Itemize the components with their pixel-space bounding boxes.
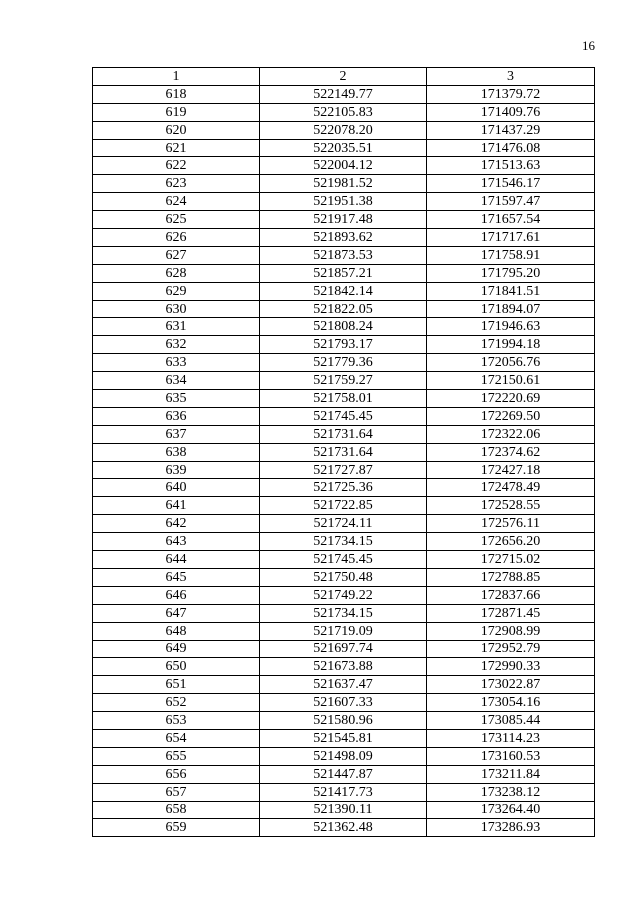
x-coordinate-cell: 521727.87: [260, 461, 427, 479]
point-number-cell: 622: [93, 157, 260, 175]
table-row: [93, 729, 595, 747]
y-coordinate-cell: 171379.72: [427, 85, 595, 103]
table-row: [93, 694, 595, 712]
x-coordinate-cell: 521951.38: [260, 193, 427, 211]
point-number-cell: 626: [93, 229, 260, 247]
point-number-cell: 652: [93, 694, 260, 712]
x-coordinate-cell: 521731.64: [260, 443, 427, 461]
x-coordinate-cell: 521725.36: [260, 479, 427, 497]
y-coordinate-cell: 172220.69: [427, 390, 595, 408]
x-coordinate-cell: 521637.47: [260, 676, 427, 694]
x-coordinate-cell: 521719.09: [260, 622, 427, 640]
point-number-cell: 618: [93, 85, 260, 103]
point-number-cell: 620: [93, 121, 260, 139]
table-row: [93, 246, 595, 264]
x-coordinate-cell: 521673.88: [260, 658, 427, 676]
table-row: [93, 479, 595, 497]
table-row: [93, 318, 595, 336]
y-coordinate-cell: 172269.50: [427, 407, 595, 425]
table-row: [93, 551, 595, 569]
y-coordinate-cell: 172427.18: [427, 461, 595, 479]
point-number-cell: 642: [93, 515, 260, 533]
x-coordinate-cell: 522004.12: [260, 157, 427, 175]
table-body: [93, 85, 595, 836]
y-coordinate-cell: 171946.63: [427, 318, 595, 336]
point-number-cell: 648: [93, 622, 260, 640]
x-coordinate-cell: 521580.96: [260, 712, 427, 730]
table-row: [93, 282, 595, 300]
y-coordinate-cell: 173286.93: [427, 819, 595, 837]
page-number: 16: [582, 38, 595, 53]
table-row: [93, 622, 595, 640]
y-coordinate-cell: 171841.51: [427, 282, 595, 300]
table-row: [93, 819, 595, 837]
x-coordinate-cell: 522078.20: [260, 121, 427, 139]
x-coordinate-cell: 521545.81: [260, 729, 427, 747]
point-number-cell: 636: [93, 407, 260, 425]
column-header-2: 2: [260, 68, 427, 86]
y-coordinate-cell: 171894.07: [427, 300, 595, 318]
table-row: [93, 354, 595, 372]
table-row: [93, 193, 595, 211]
point-number-cell: 634: [93, 372, 260, 390]
table-row: [93, 121, 595, 139]
y-coordinate-cell: 171717.61: [427, 229, 595, 247]
x-coordinate-cell: 521917.48: [260, 211, 427, 229]
y-coordinate-cell: 171597.47: [427, 193, 595, 211]
x-coordinate-cell: 521749.22: [260, 586, 427, 604]
column-header-3: 3: [427, 68, 595, 86]
x-coordinate-cell: 521447.87: [260, 765, 427, 783]
table-row: [93, 157, 595, 175]
y-coordinate-cell: 171546.17: [427, 175, 595, 193]
y-coordinate-cell: 172322.06: [427, 425, 595, 443]
x-coordinate-cell: 521873.53: [260, 246, 427, 264]
table-row: [93, 533, 595, 551]
point-number-cell: 632: [93, 336, 260, 354]
table-row: [93, 85, 595, 103]
point-number-cell: 647: [93, 604, 260, 622]
x-coordinate-cell: 521697.74: [260, 640, 427, 658]
x-coordinate-cell: 521745.45: [260, 551, 427, 569]
table-row: [93, 103, 595, 121]
table-row: [93, 515, 595, 533]
y-coordinate-cell: 172837.66: [427, 586, 595, 604]
y-coordinate-cell: 172374.62: [427, 443, 595, 461]
point-number-cell: 641: [93, 497, 260, 515]
table-row: [93, 712, 595, 730]
x-coordinate-cell: 521857.21: [260, 264, 427, 282]
point-number-cell: 638: [93, 443, 260, 461]
table-row: [93, 640, 595, 658]
point-number-cell: 644: [93, 551, 260, 569]
table-row: [93, 336, 595, 354]
point-number-cell: 649: [93, 640, 260, 658]
y-coordinate-cell: 173085.44: [427, 712, 595, 730]
point-number-cell: 624: [93, 193, 260, 211]
point-number-cell: 627: [93, 246, 260, 264]
point-number-cell: 651: [93, 676, 260, 694]
point-number-cell: 637: [93, 425, 260, 443]
point-number-cell: 646: [93, 586, 260, 604]
y-coordinate-cell: 172056.76: [427, 354, 595, 372]
y-coordinate-cell: 173238.12: [427, 783, 595, 801]
y-coordinate-cell: 172715.02: [427, 551, 595, 569]
y-coordinate-cell: 171476.08: [427, 139, 595, 157]
table-row: [93, 497, 595, 515]
x-coordinate-cell: 522105.83: [260, 103, 427, 121]
table-row: [93, 300, 595, 318]
y-coordinate-cell: 171409.76: [427, 103, 595, 121]
x-coordinate-cell: 521758.01: [260, 390, 427, 408]
table-row: [93, 425, 595, 443]
y-coordinate-cell: 172150.61: [427, 372, 595, 390]
y-coordinate-cell: 172528.55: [427, 497, 595, 515]
table-row: [93, 676, 595, 694]
x-coordinate-cell: 522149.77: [260, 85, 427, 103]
table-row: [93, 407, 595, 425]
y-coordinate-cell: 173054.16: [427, 694, 595, 712]
x-coordinate-cell: 521981.52: [260, 175, 427, 193]
table-row: [93, 765, 595, 783]
table-row: [93, 139, 595, 157]
y-coordinate-cell: 173160.53: [427, 747, 595, 765]
x-coordinate-cell: 521607.33: [260, 694, 427, 712]
point-number-cell: 625: [93, 211, 260, 229]
table-row: [93, 568, 595, 586]
x-coordinate-cell: 521724.11: [260, 515, 427, 533]
y-coordinate-cell: 172990.33: [427, 658, 595, 676]
y-coordinate-cell: 172952.79: [427, 640, 595, 658]
point-number-cell: 656: [93, 765, 260, 783]
point-number-cell: 619: [93, 103, 260, 121]
y-coordinate-cell: 171657.54: [427, 211, 595, 229]
point-number-cell: 621: [93, 139, 260, 157]
point-number-cell: 645: [93, 568, 260, 586]
y-coordinate-cell: 172788.85: [427, 568, 595, 586]
y-coordinate-cell: 173264.40: [427, 801, 595, 819]
y-coordinate-cell: 171758.91: [427, 246, 595, 264]
x-coordinate-cell: 521793.17: [260, 336, 427, 354]
coordinates-table: [92, 67, 595, 837]
table-row: [93, 264, 595, 282]
header-row: [93, 68, 595, 86]
point-number-cell: 633: [93, 354, 260, 372]
y-coordinate-cell: 171437.29: [427, 121, 595, 139]
x-coordinate-cell: 521731.64: [260, 425, 427, 443]
point-number-cell: 629: [93, 282, 260, 300]
point-number-cell: 639: [93, 461, 260, 479]
point-number-cell: 643: [93, 533, 260, 551]
x-coordinate-cell: 521362.48: [260, 819, 427, 837]
y-coordinate-cell: 173022.87: [427, 676, 595, 694]
y-coordinate-cell: 171513.63: [427, 157, 595, 175]
table-row: [93, 211, 595, 229]
point-number-cell: 640: [93, 479, 260, 497]
x-coordinate-cell: 521734.15: [260, 533, 427, 551]
y-coordinate-cell: 173114.23: [427, 729, 595, 747]
point-number-cell: 658: [93, 801, 260, 819]
point-number-cell: 654: [93, 729, 260, 747]
point-number-cell: 657: [93, 783, 260, 801]
table-row: [93, 586, 595, 604]
y-coordinate-cell: 172656.20: [427, 533, 595, 551]
x-coordinate-cell: 521779.36: [260, 354, 427, 372]
x-coordinate-cell: 521759.27: [260, 372, 427, 390]
point-number-cell: 631: [93, 318, 260, 336]
table-row: [93, 229, 595, 247]
table-row: [93, 658, 595, 676]
table-row: [93, 461, 595, 479]
point-number-cell: 623: [93, 175, 260, 193]
point-number-cell: 655: [93, 747, 260, 765]
point-number-cell: 630: [93, 300, 260, 318]
table-row: [93, 747, 595, 765]
point-number-cell: 635: [93, 390, 260, 408]
table-row: [93, 390, 595, 408]
y-coordinate-cell: 173211.84: [427, 765, 595, 783]
point-number-cell: 628: [93, 264, 260, 282]
x-coordinate-cell: 521734.15: [260, 604, 427, 622]
point-number-cell: 653: [93, 712, 260, 730]
y-coordinate-cell: 171795.20: [427, 264, 595, 282]
point-number-cell: 659: [93, 819, 260, 837]
x-coordinate-cell: 521822.05: [260, 300, 427, 318]
table-row: [93, 604, 595, 622]
x-coordinate-cell: 521808.24: [260, 318, 427, 336]
table-row: [93, 801, 595, 819]
y-coordinate-cell: 171994.18: [427, 336, 595, 354]
table-row: [93, 443, 595, 461]
x-coordinate-cell: 522035.51: [260, 139, 427, 157]
column-header-1: 1: [93, 68, 260, 86]
x-coordinate-cell: 521745.45: [260, 407, 427, 425]
y-coordinate-cell: 172576.11: [427, 515, 595, 533]
x-coordinate-cell: 521750.48: [260, 568, 427, 586]
table-row: [93, 372, 595, 390]
table-row: [93, 783, 595, 801]
x-coordinate-cell: 521893.62: [260, 229, 427, 247]
x-coordinate-cell: 521390.11: [260, 801, 427, 819]
y-coordinate-cell: 172908.99: [427, 622, 595, 640]
x-coordinate-cell: 521842.14: [260, 282, 427, 300]
y-coordinate-cell: 172478.49: [427, 479, 595, 497]
point-number-cell: 650: [93, 658, 260, 676]
x-coordinate-cell: 521417.73: [260, 783, 427, 801]
y-coordinate-cell: 172871.45: [427, 604, 595, 622]
table-row: [93, 175, 595, 193]
x-coordinate-cell: 521722.85: [260, 497, 427, 515]
x-coordinate-cell: 521498.09: [260, 747, 427, 765]
